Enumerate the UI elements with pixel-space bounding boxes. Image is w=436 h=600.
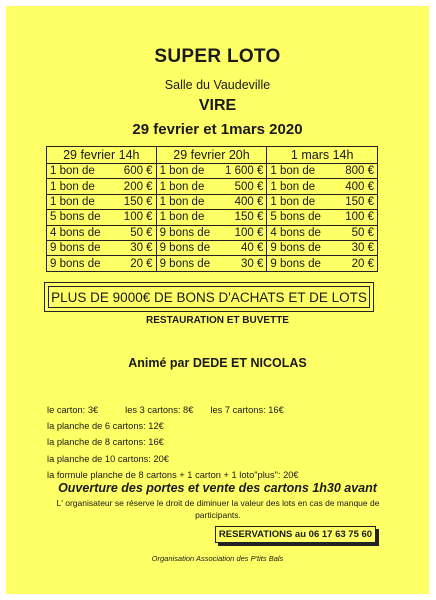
session-header: 1 mars 14h (267, 147, 378, 164)
lot-quantity: 4 bons de (267, 225, 326, 240)
lot-value: 500 € (213, 179, 267, 194)
lot-quantity: 5 bons de (267, 210, 326, 225)
table-row (47, 256, 378, 271)
lot-value: 150 € (106, 194, 156, 209)
lot-value: 800 € (326, 164, 378, 179)
lot-quantity: 1 bon de (47, 179, 107, 194)
highlight-text: PLUS DE 9000€ DE BONS D'ACHATS ET DE LOTS (51, 289, 367, 305)
lot-value: 100 € (213, 225, 267, 240)
session-header: 29 fevrier 20h (156, 147, 267, 164)
price-list (47, 402, 299, 483)
lot-value: 1 600 € (213, 164, 267, 179)
reservation-box: RESERVATIONS au 06 17 63 75 60 (215, 526, 376, 543)
lot-value: 150 € (213, 210, 267, 225)
anime-prefix: Animé par (128, 356, 190, 370)
lot-quantity: 4 bons de (47, 225, 107, 240)
anime-names: DEDE ET NICOLAS (192, 356, 307, 370)
lot-value: 50 € (106, 225, 156, 240)
organisation: Organisation Association des P'tits Bals (151, 554, 284, 563)
table-row (47, 225, 378, 240)
lot-quantity: 1 bon de (156, 179, 213, 194)
lot-value: 40 € (213, 240, 267, 255)
lot-quantity: 9 bons de (47, 256, 107, 271)
lot-quantity: 9 bons de (267, 256, 326, 271)
lot-quantity: 1 bon de (267, 164, 326, 179)
table-header-row (47, 147, 378, 164)
lot-value: 150 € (326, 194, 378, 209)
lot-value: 200 € (106, 179, 156, 194)
animation-line (6, 356, 429, 370)
lot-value: 400 € (326, 179, 378, 194)
lot-quantity: 9 bons de (47, 240, 107, 255)
venue: Salle du Vaudeville (164, 78, 271, 92)
restauration: RESTAURATION ET BUVETTE (146, 315, 289, 326)
lot-value: 30 € (106, 240, 156, 255)
lot-value: 30 € (326, 240, 378, 255)
opening-info: Ouverture des portes et vente des cartons 1h30 avant (58, 481, 377, 495)
lot-quantity: 1 bon de (156, 210, 213, 225)
price-line (47, 402, 299, 418)
table-row (47, 240, 378, 255)
organiser-notice: L' organisateur se réserve le droit de diminuer la valeur des lots en cas de manque de participants. (56, 498, 380, 520)
lot-quantity: 9 bons de (156, 240, 213, 255)
lot-value: 400 € (213, 194, 267, 209)
table-row (47, 179, 378, 194)
lot-value: 100 € (106, 210, 156, 225)
lot-quantity: 1 bon de (267, 194, 326, 209)
price-item: la planche de 10 cartons: 20€ (47, 453, 169, 464)
lot-value: 20 € (106, 256, 156, 271)
lot-quantity: 9 bons de (156, 225, 213, 240)
lot-quantity: 1 bon de (156, 194, 213, 209)
lot-value: 30 € (213, 256, 267, 271)
table-row (47, 164, 378, 179)
price-item: les 7 cartons: 16€ (210, 405, 284, 415)
lot-value: 50 € (326, 225, 378, 240)
lot-quantity: 1 bon de (47, 194, 107, 209)
prize-table (46, 146, 378, 272)
event-dates: 29 fevrier et 1mars 2020 (132, 121, 303, 138)
city: VIRE (198, 97, 237, 114)
lot-value: 20 € (326, 256, 378, 271)
price-item: les 3 cartons: 8€ (125, 405, 194, 415)
price-item: la formule planche de 8 cartons + 1 carton + 1 loto"plus": 20€ (47, 469, 299, 480)
lot-value: 600 € (106, 164, 156, 179)
lot-quantity: 9 bons de (156, 256, 213, 271)
highlight-box (44, 282, 374, 312)
flyer (6, 6, 429, 594)
lot-quantity: 1 bon de (47, 164, 107, 179)
table-row (47, 210, 378, 225)
price-item: le carton: 3€ (47, 405, 99, 415)
price-item: la planche de 8 cartons: 16€ (47, 437, 164, 448)
lot-value: 100 € (326, 210, 378, 225)
price-item: la planche de 6 cartons: 12€ (47, 421, 164, 432)
lot-quantity: 9 bons de (267, 240, 326, 255)
flyer-title: SUPER LOTO (154, 46, 281, 67)
lot-quantity: 1 bon de (156, 164, 213, 179)
lot-quantity: 1 bon de (267, 179, 326, 194)
lot-quantity: 5 bons de (47, 210, 107, 225)
session-header: 29 fevrier 14h (47, 147, 157, 164)
table-row (47, 194, 378, 209)
